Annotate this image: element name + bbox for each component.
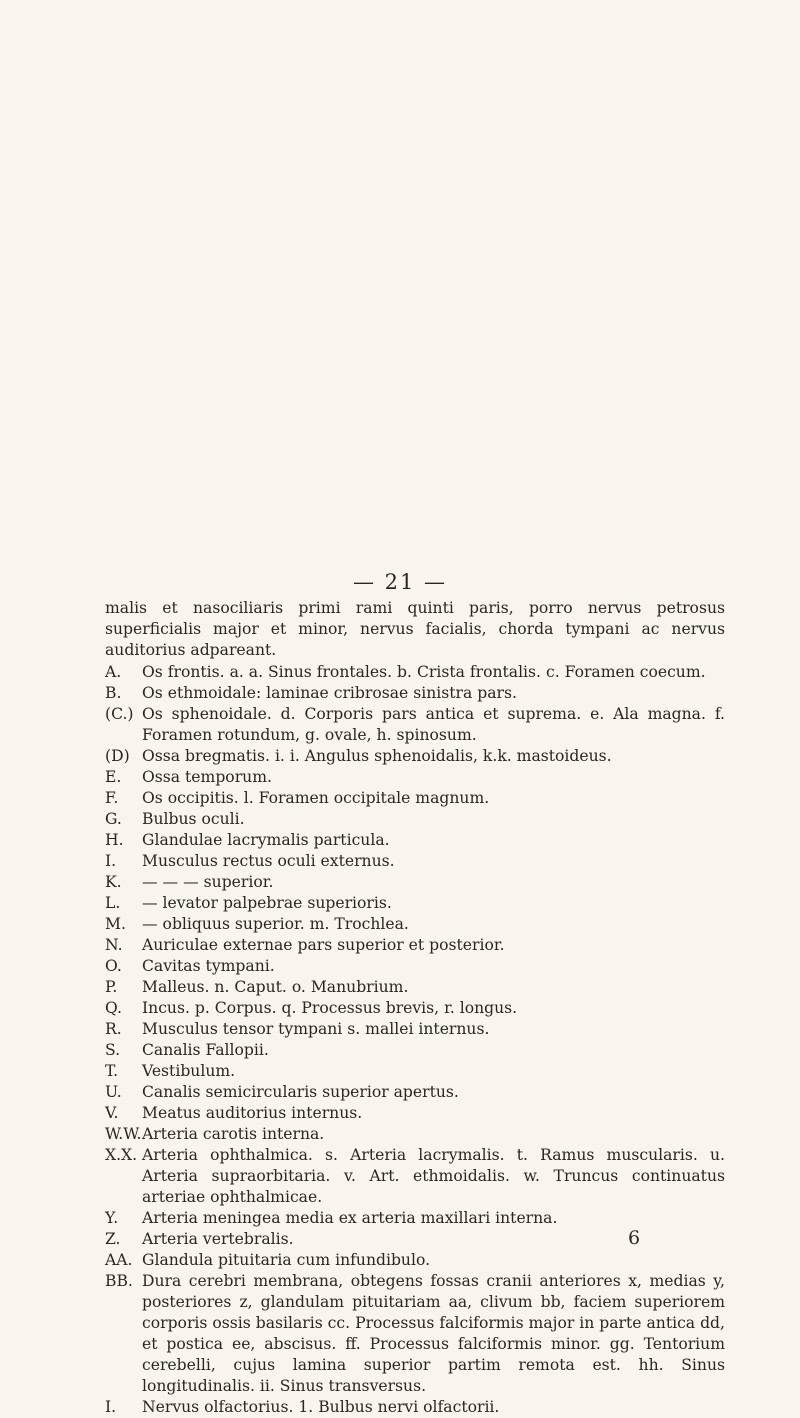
legend-entry [105,746,725,767]
legend-entry [105,1103,725,1124]
legend-key: W.W. [105,1125,142,1143]
legend-text: Os occipitis. l. Foramen occipitale magnum. [142,789,490,807]
legend-entry [105,683,725,704]
legend-text: Malleus. n. Caput. o. Manubrium. [142,978,409,996]
legend-text: Arteria vertebralis. [142,1230,294,1248]
legend-entry [105,851,725,872]
legend-text: Incus. p. Corpus. q. Processus brevis, r. longus. [142,999,518,1017]
legend-key: X.X. [105,1146,138,1164]
legend-text: Nervus olfactorius. 1. Bulbus nervi olfactorii. [142,1398,500,1416]
legend-key: AA. [105,1251,133,1269]
legend-key: S. [105,1041,121,1059]
legend-key: A. [105,663,122,681]
legend-entry [105,809,725,830]
legend-key: T. [105,1062,119,1080]
legend-key: B. [105,684,122,702]
legend-entry [105,767,725,788]
legend-entry [105,977,725,998]
legend-entry [105,1271,725,1397]
legend-key: P. [105,978,118,996]
legend-entry [105,830,725,851]
legend-list [105,662,725,1418]
legend-key: (D) [105,747,130,765]
legend-text: Arteria ophthalmica. s. Arteria lacrymalis. t. Ramus muscularis. u. Arteria supraorbitaria. v. Art. ethmoidalis. w. Truncus continuatus arteriae ophthalmicae. [142,1146,725,1206]
legend-entry [105,1040,725,1061]
legend-key: R. [105,1020,122,1038]
legend-text: Glandulae lacrymalis particula. [142,831,390,849]
legend-entry [105,1019,725,1040]
legend-entry [105,893,725,914]
legend-text: Auriculae externae pars superior et posterior. [142,936,505,954]
legend-entry [105,704,725,746]
legend-text: — — — superior. [142,873,274,891]
legend-entry [105,1124,725,1145]
legend-entry [105,998,725,1019]
legend-text: Ossa bregmatis. i. i. Angulus sphenoidalis, k.k. mastoideus. [142,747,612,765]
legend-key: M. [105,915,126,933]
legend-entry [105,1145,725,1208]
legend-text: Arteria meningea media ex arteria maxillari interna. [142,1209,558,1227]
legend-entry [105,788,725,809]
legend-key: U. [105,1083,122,1101]
legend-key: L. [105,894,121,912]
legend-key: Q. [105,999,122,1017]
legend-text: Os ethmoidale: laminae cribrosae sinistra pars. [142,684,517,702]
legend-key: K. [105,873,122,891]
legend-text: — obliquus superior. m. Trochlea. [142,915,409,933]
legend-entry [105,956,725,977]
intro-paragraph: malis et nasociliaris primi rami quinti paris, porro nervus petrosus superficialis major et minor, nervus facialis, chorda tympani ac nervus auditorius adpareant. [105,599,725,659]
legend-key: E. [105,768,122,786]
legend-text: Musculus tensor tympani s. mallei internus. [142,1020,490,1038]
legend-key: V. [105,1104,119,1122]
legend-entry [105,935,725,956]
legend-key: O. [105,957,122,975]
legend-key: N. [105,936,123,954]
legend-text: — levator palpebrae superioris. [142,894,392,912]
legend-entry [105,1082,725,1103]
legend-key: H. [105,831,124,849]
legend-text: Os sphenoidale. d. Corporis pars antica et suprema. e. Ala magna. f. Foramen rotundum, g. ovale, h. spinosum. [142,705,725,744]
legend-key: F. [105,789,119,807]
legend-text: Musculus rectus oculi externus. [142,852,395,870]
page-number: — 21 — [352,570,448,594]
legend-key: (C.) [105,705,134,723]
page-body [105,598,725,1418]
legend-text: Bulbus oculi. [142,810,245,828]
legend-text: Ossa temporum. [142,768,272,786]
legend-text: Arteria carotis interna. [142,1125,325,1143]
legend-entry [105,1208,725,1229]
legend-text: Glandula pituitaria cum infundibulo. [142,1251,431,1269]
legend-text: Os frontis. a. a. Sinus frontales. b. Crista frontalis. c. Foramen coecum. [142,663,706,681]
legend-text: Canalis semicircularis superior apertus. [142,1083,459,1101]
legend-entry [105,914,725,935]
legend-key: BB. [105,1272,133,1290]
legend-text: Meatus auditorius internus. [142,1104,363,1122]
legend-entry [105,872,725,893]
legend-text: Cavitas tympani. [142,957,275,975]
signature-mark: 6 [628,1227,641,1249]
legend-text: Dura cerebri membrana, obtegens fossas cranii anteriores x, medias y, posteriores z, glandulam pituitariam aa, clivum bb, faciem superiorem corporis ossis basilaris cc. Processus falciformis major in parte antica dd, et postica ee, abscisus. ff. Processus falciformis minor. gg. Tentorium cerebelli, cujus lamina superior partim remota est. hh. Sinus longitudinalis. ii. Sinus transversus. [142,1272,725,1395]
legend-key: G. [105,810,122,828]
legend-key: Z. [105,1230,121,1248]
legend-entry [105,1397,725,1418]
legend-entry [105,1061,725,1082]
legend-key: Y. [105,1209,119,1227]
legend-key: I. [105,852,117,870]
legend-entry [105,662,725,683]
legend-key: I. [105,1398,117,1416]
legend-entry [105,1250,725,1271]
legend-text: Canalis Fallopii. [142,1041,269,1059]
legend-text: Vestibulum. [142,1062,236,1080]
